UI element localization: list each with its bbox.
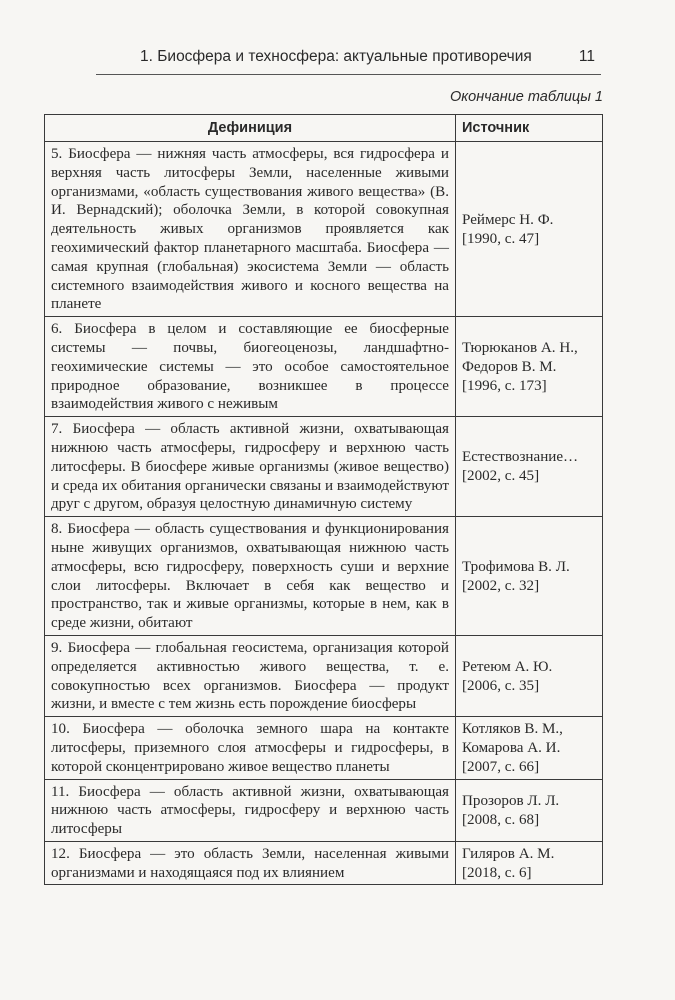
source-line: Естествознание… bbox=[462, 449, 579, 466]
source-line: Гиляров А. М. bbox=[462, 845, 555, 862]
source-cell bbox=[456, 717, 603, 779]
definition-cell: 8. Биосфера — область существования и функционирования ныне живущих организмов, охватывающая нижнюю часть атмосферы, всю гидросферу, поверхность суши и верхние слои литосферы. Включает в себя как вещество и пространство, так и живые организмы, которые в нем, как в среде жизни, обитают bbox=[45, 517, 456, 636]
definition-cell: 6. Биосфера в целом и составляющие ее биосферные системы — почвы, биогеоценозы, ландшафтно-геохимические системы — это особое самостоятельное природное образование, возникшее в процессе взаимодействия живого с неживым bbox=[45, 317, 456, 417]
source-cell bbox=[456, 517, 603, 636]
running-head bbox=[96, 44, 601, 75]
source-line: Трофимова В. Л. bbox=[462, 558, 570, 575]
table-row bbox=[45, 635, 603, 716]
source-line: Котляков В. М., bbox=[462, 721, 563, 738]
source-cell bbox=[456, 635, 603, 716]
table-caption: Окончание таблицы 1 bbox=[450, 89, 603, 105]
source-line: [2002, с. 45] bbox=[462, 468, 540, 485]
source-line: [2006, с. 35] bbox=[462, 677, 540, 694]
source-line: [2007, с. 66] bbox=[462, 758, 540, 775]
source-line: Прозоров Л. Л. bbox=[462, 792, 560, 809]
source-line: Реймерс Н. Ф. bbox=[462, 211, 554, 228]
table-row bbox=[45, 517, 603, 636]
source-cell bbox=[456, 841, 603, 885]
definition-cell: 5. Биосфера — нижняя часть атмосферы, вся гидросфера и верхняя часть литосферы Земли, населенные живыми организмами, «область существования живого вещества» (В. И. Вернадский); оболочка Земли, в которой совокупная деятельность живых организмов проявляется как геохимический фактор планетарного масштаба. Биосфера — самая крупная (глобальная) экосистема Земли — область системного взаимодействия живого и косного вещества на планете bbox=[45, 142, 456, 317]
source-line: [1990, с. 47] bbox=[462, 230, 540, 247]
source-cell bbox=[456, 779, 603, 841]
table-row bbox=[45, 779, 603, 841]
table-header-row bbox=[45, 115, 603, 142]
page-number: 11 bbox=[578, 48, 595, 65]
table-row bbox=[45, 142, 603, 317]
source-line: Тюрюканов А. Н., bbox=[462, 339, 578, 356]
table-row bbox=[45, 317, 603, 417]
definitions-table bbox=[44, 114, 603, 885]
table-row bbox=[45, 417, 603, 517]
definition-cell: 12. Биосфера — это область Земли, населенная живыми организмами и находящаяся под их влиянием bbox=[45, 841, 456, 885]
column-header-source: Источник bbox=[456, 115, 603, 142]
column-header-definition: Дефиниция bbox=[45, 115, 456, 142]
source-line: [2002, с. 32] bbox=[462, 577, 540, 594]
source-line: Федоров В. М. bbox=[462, 358, 557, 375]
running-title: 1. Биосфера и техносфера: актуальные противоречия bbox=[140, 48, 532, 65]
source-cell bbox=[456, 417, 603, 517]
source-line: [1996, с. 173] bbox=[462, 377, 547, 394]
source-cell bbox=[456, 317, 603, 417]
definition-cell: 9. Биосфера — глобальная геосистема, организация которой определяется активностью живого вещества, т. е. совокупностью всех организмов. Биосфера — продукт жизни, и вместе с тем жизнь есть порождение биосферы bbox=[45, 635, 456, 716]
table-row bbox=[45, 717, 603, 779]
definition-cell: 11. Биосфера — область активной жизни, охватывающая нижнюю часть атмосферы, гидросферу и верхнюю часть литосферы bbox=[45, 779, 456, 841]
source-line: Комарова А. И. bbox=[462, 739, 561, 756]
table-row bbox=[45, 841, 603, 885]
definition-cell: 10. Биосфера — оболочка земного шара на контакте литосферы, приземного слоя атмосферы и гидросферы, в которой сконцентрировано живое вещество планеты bbox=[45, 717, 456, 779]
source-line: [2018, с. 6] bbox=[462, 864, 532, 881]
source-line: Ретеюм А. Ю. bbox=[462, 658, 553, 675]
source-line: [2008, с. 68] bbox=[462, 811, 540, 828]
source-cell bbox=[456, 142, 603, 317]
definition-cell: 7. Биосфера — область активной жизни, охватывающая нижнюю часть атмосферы, гидросферу и верхнюю часть литосферы. В биосфере живые организмы (живое вещество) и среда их обитания органически связаны и взаимодействуют друг с другом, образуя целостную динамичную систему bbox=[45, 417, 456, 517]
